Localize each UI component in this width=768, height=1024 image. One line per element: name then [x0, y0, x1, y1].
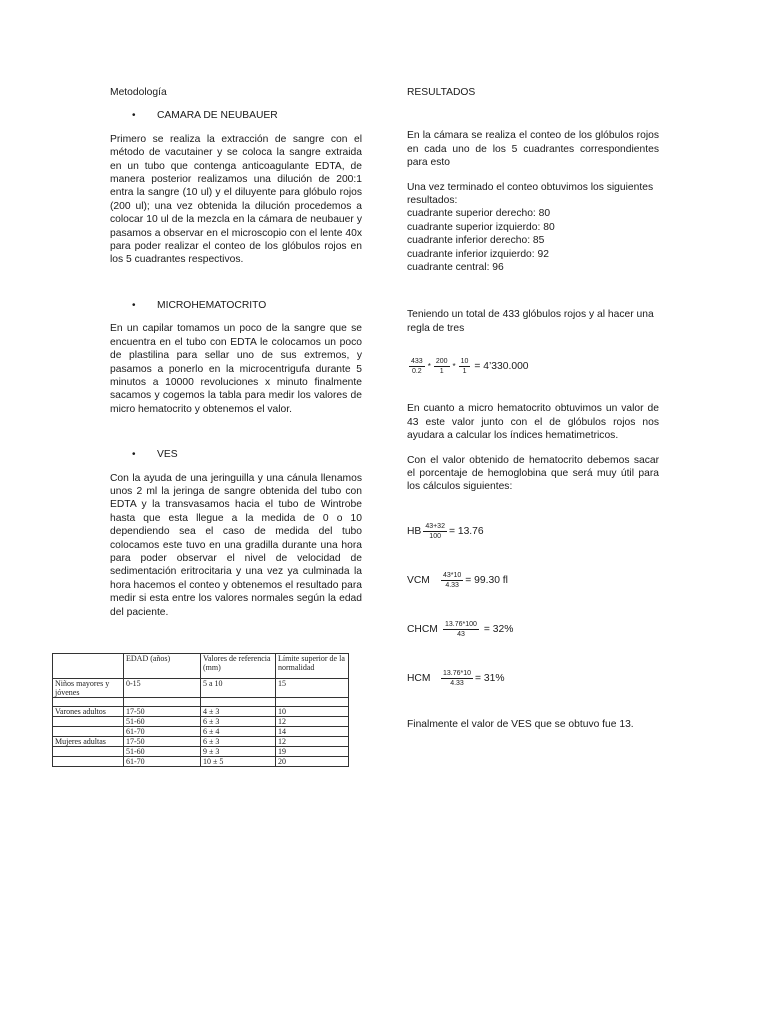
table-row — [53, 737, 349, 747]
formula-result: = 31% — [475, 672, 505, 684]
results-intro: En la cámara se realiza el conteo de los glóbulos rojos en cada uno de los 5 cuadrantes correspondientes para esto — [407, 130, 659, 169]
table-row — [53, 698, 349, 707]
table-cell — [53, 757, 124, 767]
table-cell: 12 — [276, 737, 349, 747]
table-cell: 17-50 — [124, 707, 201, 717]
table-row — [53, 707, 349, 717]
formula-label: CHCM — [407, 623, 438, 635]
list-item: cuadrante inferior izquierdo: 92 — [407, 248, 549, 260]
table-cell: 61-70 — [124, 727, 201, 737]
table-cell: 10 — [276, 707, 349, 717]
table-cell: 9 ± 3 — [201, 747, 276, 757]
formula-result: = 32% — [483, 623, 514, 635]
fraction: $\frac{13.76*100}{43}$ — [445, 620, 477, 638]
formula-label: HB — [407, 525, 422, 537]
vcm-formula — [407, 571, 659, 590]
final-text: Finalmente el valor de VES que se obtuvo fue 13. — [407, 718, 634, 730]
list-item: cuadrante inferior derecho: 85 — [407, 235, 545, 247]
table-cell: 12 — [276, 717, 349, 727]
table-row — [53, 747, 349, 757]
quadrant-results — [407, 207, 659, 274]
bullet-icon: • — [132, 110, 136, 122]
table-header-cell — [53, 654, 124, 679]
table-cell: 14 — [276, 727, 349, 737]
microhematocrito-title: MICROHEMATOCRITO — [157, 299, 267, 311]
table-cell — [276, 698, 349, 707]
table-row — [53, 727, 349, 737]
table-cell — [124, 698, 201, 707]
neubauer-title: CAMARA DE NEUBAUER — [157, 110, 278, 122]
table-header-cell: Límite superior de la normalidad — [276, 654, 349, 679]
table-cell: 51-60 — [124, 717, 201, 727]
table-row — [53, 757, 349, 767]
list-item: cuadrante central: 96 — [407, 262, 504, 274]
formula-result: = 4’330.000 — [474, 361, 529, 373]
results-list-intro: Una vez terminado el conteo obtuvimos los siguientes resultados: — [407, 181, 654, 207]
table-cell: Varones adultos — [53, 707, 124, 717]
formula-label: HCM — [407, 672, 431, 684]
list-item: cuadrante superior izquierdo: 80 — [407, 221, 555, 233]
table-cell: 17-50 — [124, 737, 201, 747]
formula-result: = 99.30 fl — [465, 574, 508, 586]
microhematocrito-text: En un capilar tomamos un poco de la sangre que se encuentra en el tubo con EDTA le colocamos un poco de plastilina para sellar uno de sus extremos, y pasamos a ponerlo en la microcentrigufa durante 5 minutos a 10000 revoluciones x minuto finalmente sacamos y cogemos la tabla para medir los valores de micro hematocrito y obtenemos el valor. — [110, 323, 362, 415]
formula-result: = 13.76 — [448, 525, 484, 537]
hcm-formula — [407, 669, 659, 688]
fraction: $\frac{433}{0.2}$ — [411, 358, 423, 376]
results-heading: RESULTADOS — [407, 87, 476, 98]
bullet-icon: • — [132, 449, 136, 461]
count-formula: $\frac{433}{0.2}$ * $\frac{200}{1}$ * $\frac{10}{1}$ = 4’330.000 — [411, 358, 529, 376]
fraction: $\frac{43*10}{4.33}$ — [443, 571, 462, 589]
table-cell — [53, 747, 124, 757]
table-row — [53, 679, 349, 698]
table-cell: 6 ± 3 — [201, 717, 276, 727]
fraction: $\frac{43+32}{100}$ — [425, 522, 445, 540]
microhematocrito-bullet — [132, 299, 362, 312]
ves-text: Con la ayuda de una jeringuilla y una cánula llenamos unos 2 ml la jeringa de sangre obtenida del tubo con EDTA y la transvasamos hacia el tubo de Wintrobe hasta que esta llegue a la medida de 0 o 10 dependiendo sea el caso de medida del tubo colocamos este tuvo en una gradilla durante una hora para poder observar el nivel de velocidad de sedimentación eritrocitaria y una vez ya culminada la hora hacemos el conteo y obtenemos el resultado para medir si esta entre los valores normales según la edad del paciente. — [110, 472, 362, 618]
methodology-heading: Metodología — [110, 87, 167, 98]
table-cell — [201, 698, 276, 707]
table-cell — [53, 727, 124, 737]
table-cell — [53, 698, 124, 707]
table-header-row — [53, 654, 349, 679]
hb-text: Con el valor obtenido de hematocrito debemos sacar el porcentaje de hemoglobina que será muy útil para los cálculos siguientes: — [407, 454, 659, 493]
fraction: $\frac{13.76*10}{4.33}$ — [443, 669, 472, 687]
ves-bullet — [132, 448, 362, 461]
table-cell — [53, 717, 124, 727]
results-column — [407, 86, 659, 731]
table-cell: 0-15 — [124, 679, 201, 698]
micro-text: En cuanto a micro hematocrito obtuvimos un valor de 43 este valor junto con el de glóbulos rojos nos ayudara a calcular los índices hematimetricos. — [407, 403, 659, 442]
fraction: $\frac{10}{1}$ — [460, 358, 469, 376]
total-text: Teniendo un total de 433 glóbulos rojos y al hacer una regla de tres — [407, 309, 654, 334]
table-cell: 10 ± 5 — [201, 757, 276, 767]
ves-reference-table — [52, 653, 349, 767]
formula-label: VCM — [407, 574, 430, 586]
chcm-formula — [407, 620, 659, 639]
table-cell: Mujeres adultas — [53, 737, 124, 747]
bullet-icon: • — [132, 299, 136, 311]
table-cell: 15 — [276, 679, 349, 698]
table-cell: 51-60 — [124, 747, 201, 757]
table-cell: 20 — [276, 757, 349, 767]
table-cell: Niños mayores y jóvenes — [53, 679, 124, 698]
table-cell: 19 — [276, 747, 349, 757]
table-row — [53, 717, 349, 727]
table-cell: 61-70 — [124, 757, 201, 767]
list-item: cuadrante superior derecho: 80 — [407, 208, 551, 220]
fraction: $\frac{200}{1}$ — [435, 358, 448, 376]
hb-formula — [407, 522, 659, 541]
table-header-cell: EDAD (años) — [124, 654, 201, 679]
ves-title: VES — [157, 449, 178, 461]
table-cell: 5 a 10 — [201, 679, 276, 698]
table-cell: 6 ± 4 — [201, 727, 276, 737]
table-cell: 4 ± 3 — [201, 707, 276, 717]
table-cell: 6 ± 3 — [201, 737, 276, 747]
methodology-column — [110, 86, 362, 619]
neubauer-bullet — [132, 109, 362, 122]
neubauer-text: Primero se realiza la extracción de sangre con el método de vacutainer y se coloca la sangre extraida en un tubo que contenga anticoagulante EDTA, de manera posterior realizamos una dilución de 200:1 entra la sangre (10 ul) y el diluyente para glóbulo rojos (200 ul); una vez obtenida la dilución procedemos a colocar 10 ul de la mezcla en la cámara de neubauer y pasamos a observar en el microscopio con el lente 40x para poder realizar el conteo de los glóbulos rojos en los 5 cuadrantes respectivos. — [110, 133, 362, 266]
table-header-cell: Valores de referencia (mm) — [201, 654, 276, 679]
